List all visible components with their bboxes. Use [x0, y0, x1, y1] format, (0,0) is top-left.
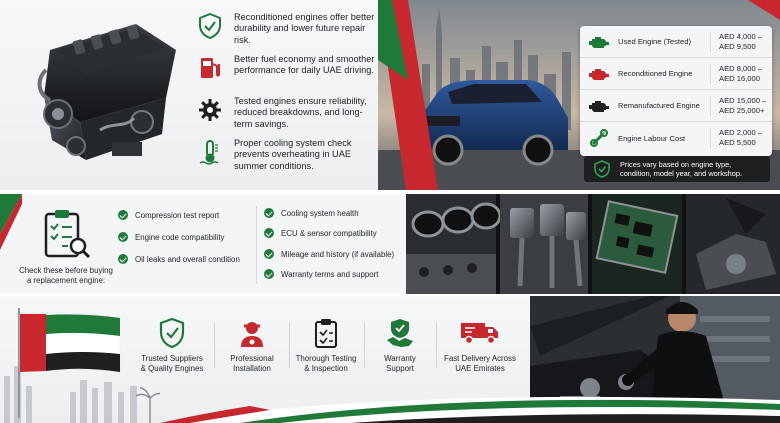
handshake-shield-icon — [364, 318, 436, 348]
feature-item — [440, 318, 520, 374]
price-row — [580, 26, 772, 58]
checklist-item: Mileage and history (if available) — [264, 249, 394, 259]
price-table — [580, 26, 772, 156]
benefit-text: Proper cooling system check prevents overheating in UAE summer conditions. — [234, 138, 352, 171]
delivery-truck-icon — [440, 318, 520, 348]
feature-item — [136, 318, 208, 374]
thermometer-icon — [196, 138, 224, 166]
feature-item — [364, 318, 436, 374]
check-icon — [118, 232, 128, 242]
price-row — [580, 122, 772, 154]
benefit-text: Tested engines ensure reliability, reduced breakdowns, and long-term savings. — [234, 96, 367, 129]
checklist-item: Cooling system health — [264, 208, 359, 218]
checklist-item: Engine code compatibility — [118, 232, 224, 242]
mechanic-icon — [216, 318, 288, 348]
benefit-item — [196, 138, 376, 172]
wrench-icon — [584, 129, 614, 147]
flag-wave-decoration — [160, 380, 780, 423]
checklist-item: Compression test report — [118, 210, 219, 220]
price-value: AED 8,000 – AED 16,000 — [710, 64, 770, 84]
check-icon — [264, 249, 274, 259]
price-value: AED 2,000 – AED 5,500 — [710, 128, 770, 148]
shield-check-icon — [136, 318, 208, 348]
feature-item — [290, 318, 362, 374]
feature-label: Fast Delivery Across UAE Emirates — [444, 354, 516, 373]
benefit-item — [196, 54, 376, 82]
checklist-item: Oil leaks and overall condition — [118, 254, 240, 264]
check-icon — [118, 210, 128, 220]
price-row — [580, 90, 772, 122]
engine-icon — [584, 98, 614, 114]
price-note — [584, 156, 770, 182]
gear-icon — [196, 96, 224, 124]
check-icon — [264, 228, 274, 238]
checklist-item: ECU & sensor compatibility — [264, 228, 377, 238]
shield-check-icon — [196, 12, 224, 40]
feature-item — [216, 318, 288, 374]
check-icon — [264, 208, 274, 218]
price-value: AED 15,000 – AED 25,000+ — [710, 96, 770, 116]
checklist-title: Check these before buying a replacement engine: — [19, 266, 113, 285]
fuel-pump-icon — [196, 54, 224, 82]
divider — [436, 322, 437, 368]
feature-label: Thorough Testing & Inspection — [295, 354, 357, 373]
feature-label: Warranty Support — [384, 354, 416, 373]
price-value: AED 4,000 – AED 9,500 — [710, 32, 770, 52]
price-label: Engine Labour Cost — [618, 133, 686, 143]
feature-label: Professional Installation — [230, 354, 274, 373]
engine-icon — [584, 66, 614, 82]
engine-icon — [584, 34, 614, 50]
price-row — [580, 58, 772, 90]
benefits-panel — [0, 0, 380, 190]
price-label: Used Engine (Tested) — [618, 37, 692, 46]
benefit-item — [196, 12, 376, 46]
clipboard-search-icon — [42, 208, 92, 262]
check-icon — [118, 254, 128, 264]
price-note-text: Prices vary based on engine type, condition, model year, and workshop. — [620, 159, 743, 178]
engine-parts-photos — [406, 194, 780, 294]
clipboard-check-icon — [290, 318, 362, 348]
benefit-item — [196, 96, 376, 130]
feature-label: Trusted Suppliers & Quality Engines — [140, 354, 204, 373]
checklist-item: Warranty terms and support — [264, 269, 379, 279]
divider — [256, 206, 257, 284]
divider — [214, 322, 215, 368]
price-label: Remanufactured Engine — [618, 101, 700, 110]
price-label: Reconditioned Engine — [618, 69, 693, 78]
engine-photo — [16, 10, 184, 180]
benefit-text: Better fuel economy and smoother performance for daily UAE driving. — [234, 54, 375, 76]
benefit-text: Reconditioned engines offer better durability and lower future repair risk. — [234, 12, 375, 45]
check-icon — [264, 269, 274, 279]
shield-check-icon — [594, 160, 610, 178]
